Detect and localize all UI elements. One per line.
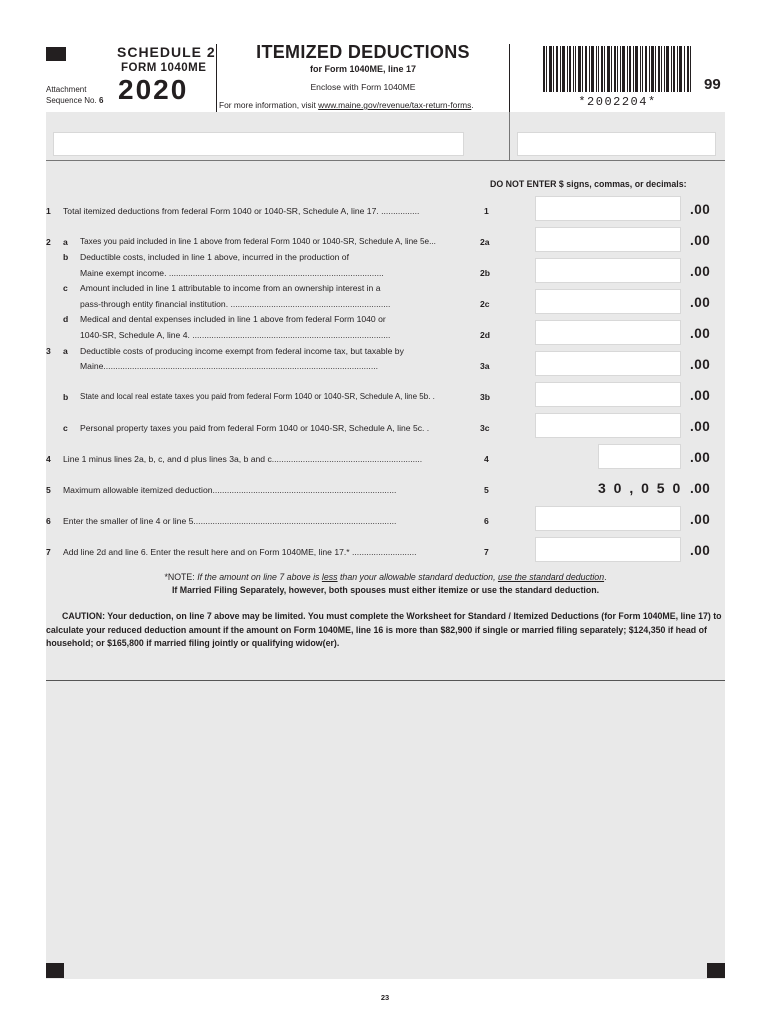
line-7-cents: .00 <box>690 543 711 558</box>
line-2c-text-1: Amount included in line 1 attributable to income from an ownership interest in a <box>80 283 381 293</box>
line-3-number: 3 <box>46 346 51 356</box>
corner-mark-bottom-left <box>46 963 64 978</box>
line-3a-amount[interactable] <box>535 351 681 376</box>
line-7-number: 7 <box>46 547 51 557</box>
line-3c-box-label: 3c <box>480 423 490 433</box>
line-3b-cents: .00 <box>690 388 711 403</box>
line-3c-text: Personal property taxes you paid from federal Form 1040 or 1040-SR, Schedule A, line 5c. . <box>80 423 430 433</box>
line-2c-amount[interactable] <box>535 289 681 314</box>
line-2c-box-label: 2c <box>480 299 490 309</box>
barcode-graphic <box>543 46 691 92</box>
caution-paragraph: CAUTION: Your deduction, on line 7 above may be limited. You must complete the Worksheet for Standard / Itemized Deductions (for Form 1040ME, line 17) to calculate your reduced deduction amount if the amount on Form 1040ME, line 16 is more than $82,900 if single or married filing separately; $124,350 if head of household; or $165,800 if married filing jointly or qualifying widow(er). <box>46 611 722 648</box>
line-3c-cents: .00 <box>690 419 711 434</box>
line-5-cents: .00 <box>690 481 711 496</box>
line-2b-amount[interactable] <box>535 258 681 283</box>
line-1-text: Total itemized deductions from federal Form 1040 or 1040-SR, Schedule A, line 17. ................ <box>63 206 420 216</box>
standard-deduction-note <box>46 572 725 582</box>
line-4-amount[interactable] <box>598 444 681 469</box>
line-3a-cents: .00 <box>690 357 711 372</box>
note-prefix: *NOTE: <box>164 572 198 582</box>
corner-mark-bottom-right <box>707 963 725 978</box>
more-info-prefix: For more information, visit <box>219 100 319 110</box>
sequence-number: 6 <box>98 96 104 105</box>
line-4-text: Line 1 minus lines 2a, b, c, and d plus lines 3a, b and c............................................................... <box>63 454 423 464</box>
line-2d-letter: d <box>63 314 69 324</box>
line-2a-cents: .00 <box>690 233 711 248</box>
ssn-separator <box>509 112 510 161</box>
note-use-standard: use the standard deduction <box>497 572 605 582</box>
line-2d-box-label: 2d <box>480 330 491 340</box>
form-code: 99 <box>704 76 721 93</box>
line-2d-cents: .00 <box>690 326 711 341</box>
line-3b-amount[interactable] <box>535 382 681 407</box>
note-italic-1: If the amount on line 7 above is <box>197 572 322 582</box>
tax-year: 2020 <box>118 74 189 105</box>
sequence-label-text: Sequence No. <box>46 96 97 105</box>
line-3b-text: State and local real estate taxes you paid from federal Form 1040 or 1040-SR, Schedule A, line 5b. . <box>80 392 435 401</box>
line-3c-amount[interactable] <box>535 413 681 438</box>
sequence-label <box>46 96 103 105</box>
line-2d-text-1: Medical and dental expenses included in line 1 above from federal Form 1040 or <box>80 314 386 324</box>
enclose-note: Enclose with Form 1040ME <box>310 82 416 92</box>
more-info-line <box>219 100 474 110</box>
line-1-number: 1 <box>46 206 51 216</box>
line-2a-text: Taxes you paid included in line 1 above from federal Form 1040 or 1040-SR, Schedule A, line 5e... <box>80 237 436 246</box>
line-5-text: Maximum allowable itemized deduction............................................................................. <box>63 485 397 495</box>
line-2b-cents: .00 <box>690 264 711 279</box>
line-5-amount: 3 0 , 0 5 0 <box>598 480 683 496</box>
line-5-number: 5 <box>46 485 51 495</box>
line-7-box-label: 7 <box>484 547 489 557</box>
name-field[interactable] <box>53 132 464 156</box>
line-2a-amount[interactable] <box>535 227 681 252</box>
ssn-field[interactable] <box>517 132 716 156</box>
note-less: less <box>321 572 338 582</box>
line-6-cents: .00 <box>690 512 711 527</box>
entry-instructions: DO NOT ENTER $ signs, commas, or decimals: <box>490 179 687 189</box>
line-4-box-label: 4 <box>484 454 489 464</box>
line-2c-letter: c <box>63 283 68 293</box>
line-2b-text-2: Maine exempt income. .......................................................................................... <box>80 268 384 278</box>
corner-mark-top-left <box>46 47 66 61</box>
line-3a-text-2: Maine................................................................................................................... <box>80 361 378 371</box>
more-info-suffix: . <box>471 100 474 110</box>
line-5-box-label: 5 <box>484 485 489 495</box>
line-3a-text-1: Deductible costs of producing income exempt from federal income tax, but taxable by <box>80 346 404 356</box>
form-name: FORM 1040ME <box>121 62 207 74</box>
for-form-line: for Form 1040ME, line 17 <box>309 64 417 74</box>
section-divider <box>46 680 725 681</box>
line-2b-box-label: 2b <box>480 268 491 278</box>
line-6-box-label: 6 <box>484 516 489 526</box>
barcode-text: *2002204* <box>578 95 657 109</box>
form-title: ITEMIZED DEDUCTIONS <box>256 42 470 62</box>
line-2c-text-2: pass-through entity financial institution. ................................................................... <box>80 299 391 309</box>
header-divider-right <box>509 44 510 112</box>
line-2-number: 2 <box>46 237 51 247</box>
line-3b-letter: b <box>63 392 69 402</box>
page-number: 23 <box>380 993 390 1002</box>
line-1-amount[interactable] <box>535 196 681 221</box>
line-6-amount[interactable] <box>535 506 681 531</box>
line-4-cents: .00 <box>690 450 711 465</box>
note-italic-2: than your allowable standard deduction, <box>337 572 498 582</box>
line-4-number: 4 <box>46 454 51 464</box>
line-1-cents: .00 <box>690 202 711 217</box>
line-2d-amount[interactable] <box>535 320 681 345</box>
line-2d-text-2: 1040-SR, Schedule A, line 4. ................................................................................... <box>80 330 391 340</box>
schedule-title: SCHEDULE 2 <box>117 44 216 60</box>
married-filing-separately-note: If Married Filing Separately, however, both spouses must either itemize or use the standard deduction. <box>171 585 600 595</box>
note-end: . <box>604 572 607 582</box>
revenue-website-link[interactable]: www.maine.gov/revenue/tax-return-forms <box>318 100 472 110</box>
line-3a-letter: a <box>63 346 68 356</box>
line-2c-cents: .00 <box>690 295 711 310</box>
line-3b-box-label: 3b <box>480 392 491 402</box>
line-2a-letter: a <box>63 237 68 247</box>
line-7-amount[interactable] <box>535 537 681 562</box>
line-1-box-label: 1 <box>484 206 489 216</box>
line-7-text: Add line 2d and line 6. Enter the result here and on Form 1040ME, line 17.* ........................... <box>63 547 417 557</box>
line-6-text: Enter the smaller of line 4 or line 5..................................................................................... <box>63 516 397 526</box>
line-2b-letter: b <box>63 252 69 262</box>
line-3a-box-label: 3a <box>480 361 490 371</box>
line-2b-text-1: Deductible costs, included in line 1 above, incurred in the production of <box>80 252 349 262</box>
line-3c-letter: c <box>63 423 68 433</box>
line-6-number: 6 <box>46 516 51 526</box>
line-2a-box-label: 2a <box>480 237 490 247</box>
attachment-label: Attachment <box>46 85 87 94</box>
